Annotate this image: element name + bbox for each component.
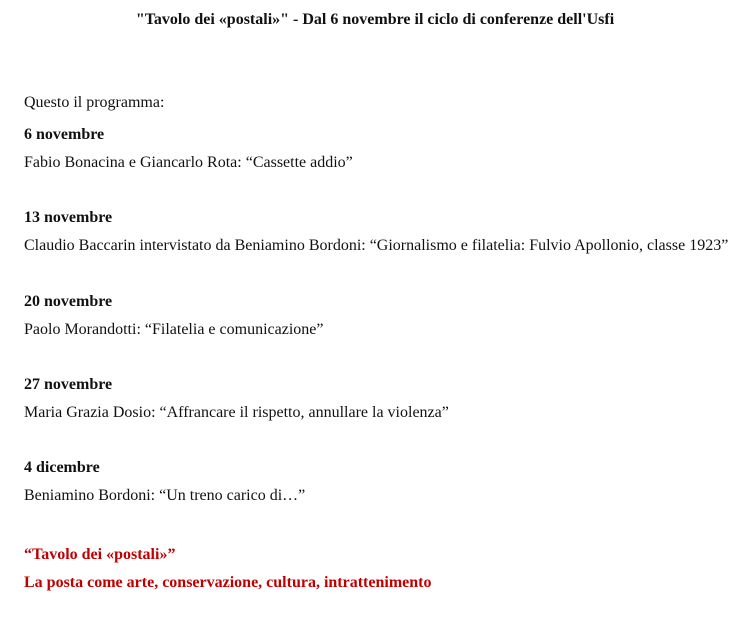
event-item xyxy=(24,125,353,173)
event-description: Claudio Baccarin intervistato da Beniamino Bordoni: “Giornalismo e filatelia: Fulvio Apollonio, classe 1923” xyxy=(24,237,729,254)
event-description: Maria Grazia Dosio: “Affrancare il rispetto, annullare la violenza” xyxy=(24,404,449,421)
event-date: 20 novembre xyxy=(24,293,113,310)
event-item xyxy=(24,458,305,506)
event-description: Paolo Morandotti: “Filatelia e comunicazione” xyxy=(24,321,324,338)
event-date: 13 novembre xyxy=(24,209,113,226)
footer-title: “Tavolo dei «postali»” xyxy=(24,546,176,563)
event-item xyxy=(24,375,449,423)
event-date: 6 novembre xyxy=(24,126,105,143)
event-date: 4 dicembre xyxy=(24,459,100,476)
document-title: "Tavolo dei «postali»" - Dal 6 novembre il ciclo di conferenze dell'Usfi xyxy=(135,11,615,28)
event-item xyxy=(24,292,323,340)
footer-tagline xyxy=(24,541,431,597)
event-description: Beniamino Bordoni: “Un treno carico di…” xyxy=(24,487,306,504)
footer-subtitle: La posta come arte, conservazione, cultura, intrattenimento xyxy=(24,574,432,591)
event-item xyxy=(24,208,728,256)
event-date: 27 novembre xyxy=(24,376,113,393)
event-description: Fabio Bonacina e Giancarlo Rota: “Cassette addio” xyxy=(24,154,353,171)
intro-text: Questo il programma: xyxy=(24,94,165,111)
